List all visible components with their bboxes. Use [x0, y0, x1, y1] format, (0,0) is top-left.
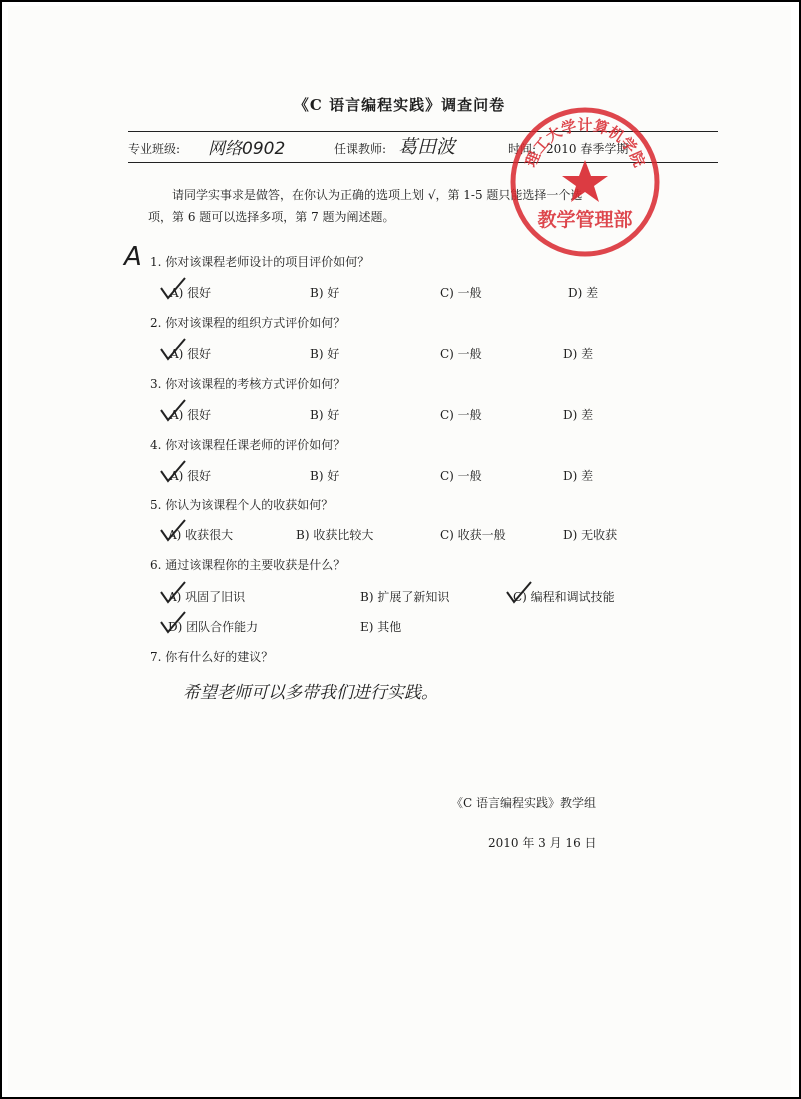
q6c-checkmark-icon — [504, 580, 534, 606]
q1-option-a: A) 很好 — [170, 286, 212, 300]
question-5: 5. 你认为该课程个人的收获如何？ — [150, 498, 334, 512]
class-value: 网络0902 — [208, 139, 286, 159]
q4-option-c: C) 一般 — [440, 469, 482, 483]
q6-option-e: E) 其他 — [360, 620, 402, 634]
q4-checkmark-icon — [158, 459, 188, 485]
grade-mark: A — [124, 242, 142, 272]
teacher-value: 葛田波 — [398, 136, 456, 158]
q4-option-a: A) 很好 — [170, 469, 212, 483]
svg-text:理工大学计算机学院: 理工大学计算机学院 — [521, 116, 649, 170]
q5-option-d: D) 无收获 — [563, 528, 618, 542]
q3-checkmark-icon — [158, 398, 188, 424]
q1-option-d: D) 差 — [568, 286, 599, 300]
survey-title: 《C 语言编程实践》调查问卷 — [293, 96, 506, 114]
class-label: 专业班级: — [128, 142, 181, 156]
question-7: 7. 你有什么好的建议？ — [150, 650, 274, 664]
q1-option-b: B) 好 — [310, 286, 340, 300]
q7-handwritten-answer: 希望老师可以多带我们进行实践。 — [183, 683, 438, 703]
instructions-line2: 项，第 6 题可以选择多项，第 7 题为阐述题。 — [148, 210, 395, 224]
q6-option-d: D) 团队合作能力 — [168, 620, 259, 634]
q4-option-d: D) 差 — [563, 469, 594, 483]
instructions-line1: 请同学实事求是做答，在你认为正确的选项上划 √，第 1-5 题只能选择一个选 — [172, 188, 583, 202]
question-2: 2. 你对该课程的组织方式评价如何？ — [150, 316, 346, 330]
q2-option-c: C) 一般 — [440, 347, 482, 361]
question-3: 3. 你对该课程的考核方式评价如何？ — [150, 377, 346, 391]
time-value: 2010 春季学期 — [546, 142, 629, 156]
q2-checkmark-icon — [158, 337, 188, 363]
q3-option-b: B) 好 — [310, 408, 340, 422]
q1-option-c: C) 一般 — [440, 286, 482, 300]
teacher-label: 任课教师: — [334, 142, 387, 156]
svg-text:教学管理部: 教学管理部 — [537, 209, 633, 231]
footer-group: 《C 语言编程实践》教学组 — [451, 796, 596, 810]
q6d-checkmark-icon — [158, 610, 188, 636]
q6-option-a: A) 巩固了旧识 — [168, 590, 246, 604]
q2-option-d: D) 差 — [563, 347, 594, 361]
q2-option-a: A) 很好 — [170, 347, 212, 361]
q3-option-c: C) 一般 — [440, 408, 482, 422]
q5-option-a: A) 收获很大 — [168, 528, 234, 542]
q1-checkmark-icon — [158, 276, 188, 302]
survey-paper — [8, 6, 791, 1090]
time-label: 时间: — [508, 142, 537, 156]
question-4: 4. 你对该课程任课老师的评价如何？ — [150, 438, 346, 452]
q5-checkmark-icon — [158, 518, 188, 544]
q6-option-c: C) 编程和调试技能 — [513, 590, 615, 604]
q4-option-b: B) 好 — [310, 469, 340, 483]
question-1: 1. 你对该课程老师设计的项目评价如何？ — [150, 255, 370, 269]
footer-date: 2010 年 3 月 16 日 — [488, 836, 597, 850]
q6-option-b: B) 扩展了新知识 — [360, 590, 450, 604]
q2-option-b: B) 好 — [310, 347, 340, 361]
q5-option-b: B) 收获比较大 — [296, 528, 374, 542]
q3-option-d: D) 差 — [563, 408, 594, 422]
question-6: 6. 通过该课程你的主要收获是什么？ — [150, 558, 346, 572]
red-seal-stamp-icon — [505, 102, 665, 262]
q3-option-a: A) 很好 — [170, 408, 212, 422]
q6a-checkmark-icon — [158, 580, 188, 606]
q5-option-c: C) 收获一般 — [440, 528, 506, 542]
